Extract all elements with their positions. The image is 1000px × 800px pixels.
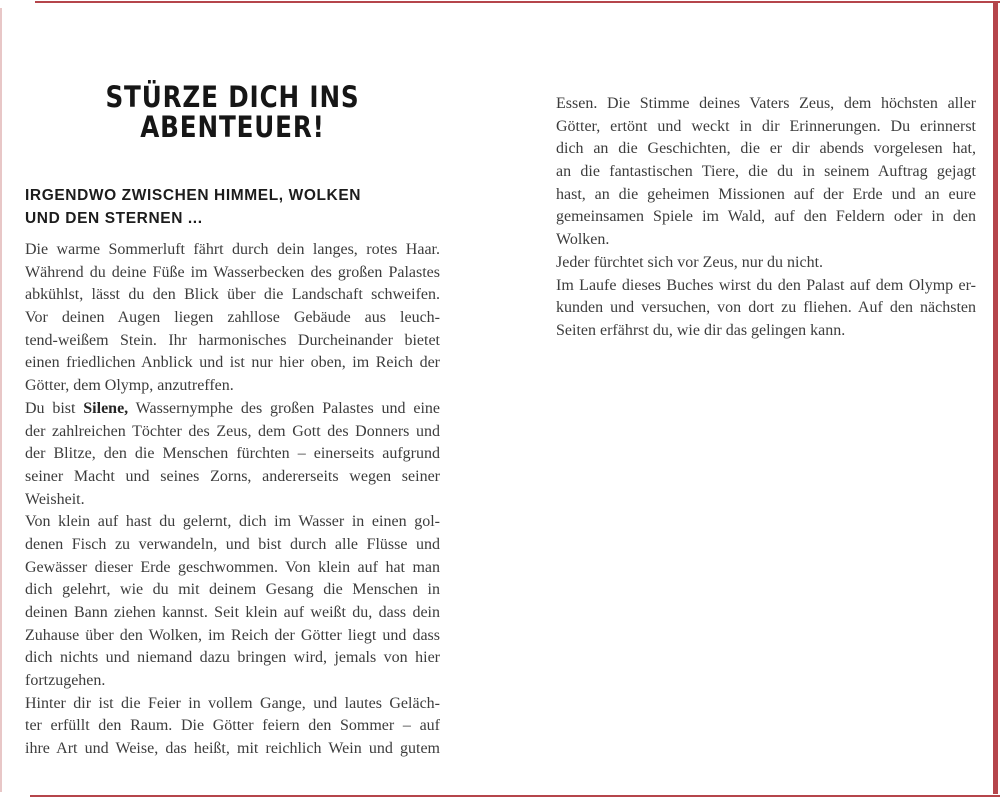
text-line: Jeder fürchtet sich vor Zeus, nur du nicht. [556,253,824,271]
text-line: Götter, dem Olymp, anzutreffen. [25,377,234,395]
text-line: hast, an die geheimen Missionen auf der Erde und an eure [556,185,976,203]
text-line: Götter, ertönt und weckt in dir Erinnerungen. Du erinnerst [556,117,976,135]
page-edge-bottom [30,795,1000,797]
chapter-title-line-2: ABENTEUER! [140,110,325,144]
text-line: abkühlst, lässt du den Blick über die Landschaft schweifen. [25,286,440,304]
page-edge-left [0,8,2,792]
text-line: der zahlreichen Töchter des Zeus, dem Gott des Donners und [25,422,440,440]
text-line: deinen Bann ziehen kannst. Seit klein auf weißt du, dass dein [25,604,440,621]
chapter-title-line-1: STÜRZE DICH INS [105,80,360,114]
text-line: Essen. Die Stimme deines Vaters Zeus, dem höchsten aller [556,95,976,112]
text-line: Gewässer dieser Erde geschwommen. Von klein auf hat man [25,558,440,576]
text-line: Von klein auf hast du gelernt, dich im Wasser in einen gol- [25,513,440,531]
text-line: Die warme Sommerluft fährt durch dein langes, rotes Haar. [25,241,440,258]
text-line: Wolken. [556,231,610,249]
text-line: einen friedlichen Anblick und ist nur hier oben, im Reich der [25,354,440,372]
text-line: ihre Art und Weise, das heißt, mit reichlich Wein und gutem [25,740,440,758]
text-line: Weisheit. [25,490,85,508]
text-line: Seiten erfährst du, wie dir das gelingen kann. [556,321,846,339]
section-subheading-line-2: UND DEN STERNEN ... [25,210,203,227]
text-line: ter erfüllt den Raum. Die Götter feiern den Sommer – auf [25,717,440,735]
right-column-body-text [556,93,976,343]
text-line: Vor deinen Augen liegen zahllose Gebäude aus leuch- [25,309,440,327]
text-line: dich gelehrt, wie du mit deinem Gesang die Menschen in [25,581,440,599]
text-line: dich nichts und niemand dazu bringen wird, jemals von hier [25,649,440,667]
text-line: gemeinsamen Spiele im Wald, auf den Feldern oder in den [556,208,976,226]
text-line: an die fantastischen Tiere, die du in seinem Auftrag gejagt [556,163,976,181]
left-page-column [25,82,440,761]
section-subheading-line-1: IRGENDWO ZWISCHEN HIMMEL, WOLKEN [25,187,362,204]
text-line: Hinter dir ist die Feier in vollem Gange, und lautes Geläch- [25,694,440,712]
left-column-body-text [25,239,440,761]
chapter-title [56,82,409,142]
text-line: Während du deine Füße im Wasserbecken des großen Palastes [25,263,440,281]
right-page-column [556,93,976,343]
text-line: seiner Macht und seines Zorns, andererseits wegen seiner [25,467,440,485]
page-edge-top [35,1,1000,3]
text-line: der Blitze, den die Menschen fürchten – einerseits aufgrund [25,445,440,463]
text-line: fortzugehen. [25,672,106,690]
text-line: Zuhause über den Wolken, im Reich der Götter liegt und dass [25,626,440,644]
text-line: Im Laufe dieses Buches wirst du den Palast auf dem Olymp er- [556,276,976,294]
text-line: dich an die Geschichten, die er dir abends vorgelesen hat, [556,140,976,158]
section-subheading [25,184,440,230]
text-line: tend-weißem Stein. Ihr harmonisches Durcheinander bietet [25,331,440,349]
page-edge-right [993,2,998,794]
text-line: kunden und versuchen, von dort zu fliehen. Auf den nächsten [556,299,976,317]
text-line: denen Fisch zu verwandeln, und bist durch alle Flüsse und [25,535,440,553]
text-line: Du bist Silene, Wassernymphe des großen Palastes und eine [25,399,440,417]
